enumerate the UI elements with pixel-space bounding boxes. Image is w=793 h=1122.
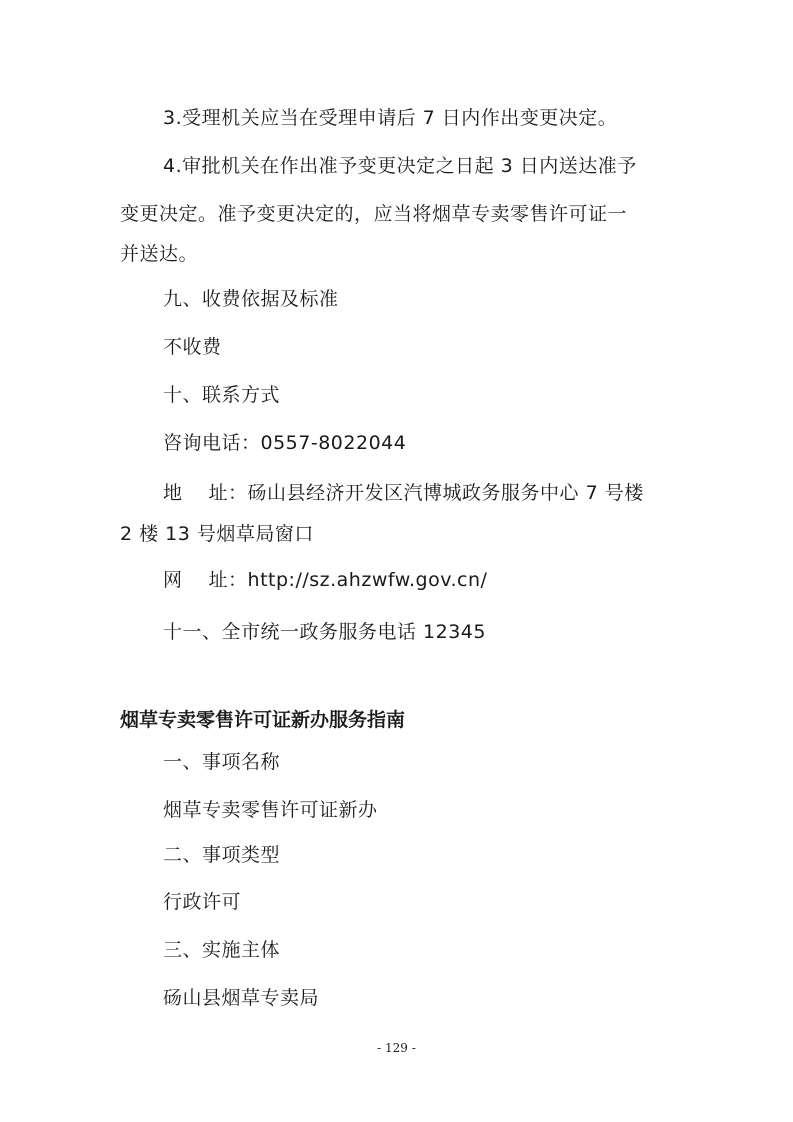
text-line-acceptance-deadline: 3.受理机关应当在受理申请后 7 日内作出变更决定。 xyxy=(163,107,618,129)
text-line-address-continued: 2 楼 13 号烟草局窗口 xyxy=(120,523,314,545)
text-line-delivery-end: 并送达。 xyxy=(120,243,199,265)
text-line-authority: 砀山县烟草专卖局 xyxy=(163,987,320,1009)
section-heading-hotline: 十一、全市统一政务服务电话 12345 xyxy=(163,621,486,643)
text-line-no-fee: 不收费 xyxy=(163,336,222,358)
text-line-delivery-continued: 变更决定。准予变更决定的，应当将烟草专卖零售许可证一 xyxy=(120,203,628,225)
text-line-phone: 咨询电话：0557-8022044 xyxy=(163,432,407,454)
page-number: - 129 - xyxy=(377,1041,416,1055)
text-line-delivery-deadline: 4.审批机关在作出准予变更决定之日起 3 日内送达准予 xyxy=(163,155,637,177)
section-heading-item-name: 一、事项名称 xyxy=(163,751,281,773)
section-heading-contact: 十、联系方式 xyxy=(163,384,281,406)
guide-title: 烟草专卖零售许可证新办服务指南 xyxy=(120,709,406,731)
text-line-item-type: 行政许可 xyxy=(163,891,242,913)
section-heading-authority: 三、实施主体 xyxy=(163,939,281,961)
section-heading-fees: 九、收费依据及标准 xyxy=(163,288,339,310)
text-line-website: 网 址：http://sz.ahzwfw.gov.cn/ xyxy=(163,569,488,591)
text-line-address: 地 址：砀山县经济开发区汽博城政务服务中心 7 号楼 xyxy=(163,482,644,504)
section-heading-item-type: 二、事项类型 xyxy=(163,844,281,866)
text-line-item-name: 烟草专卖零售许可证新办 xyxy=(163,799,378,821)
